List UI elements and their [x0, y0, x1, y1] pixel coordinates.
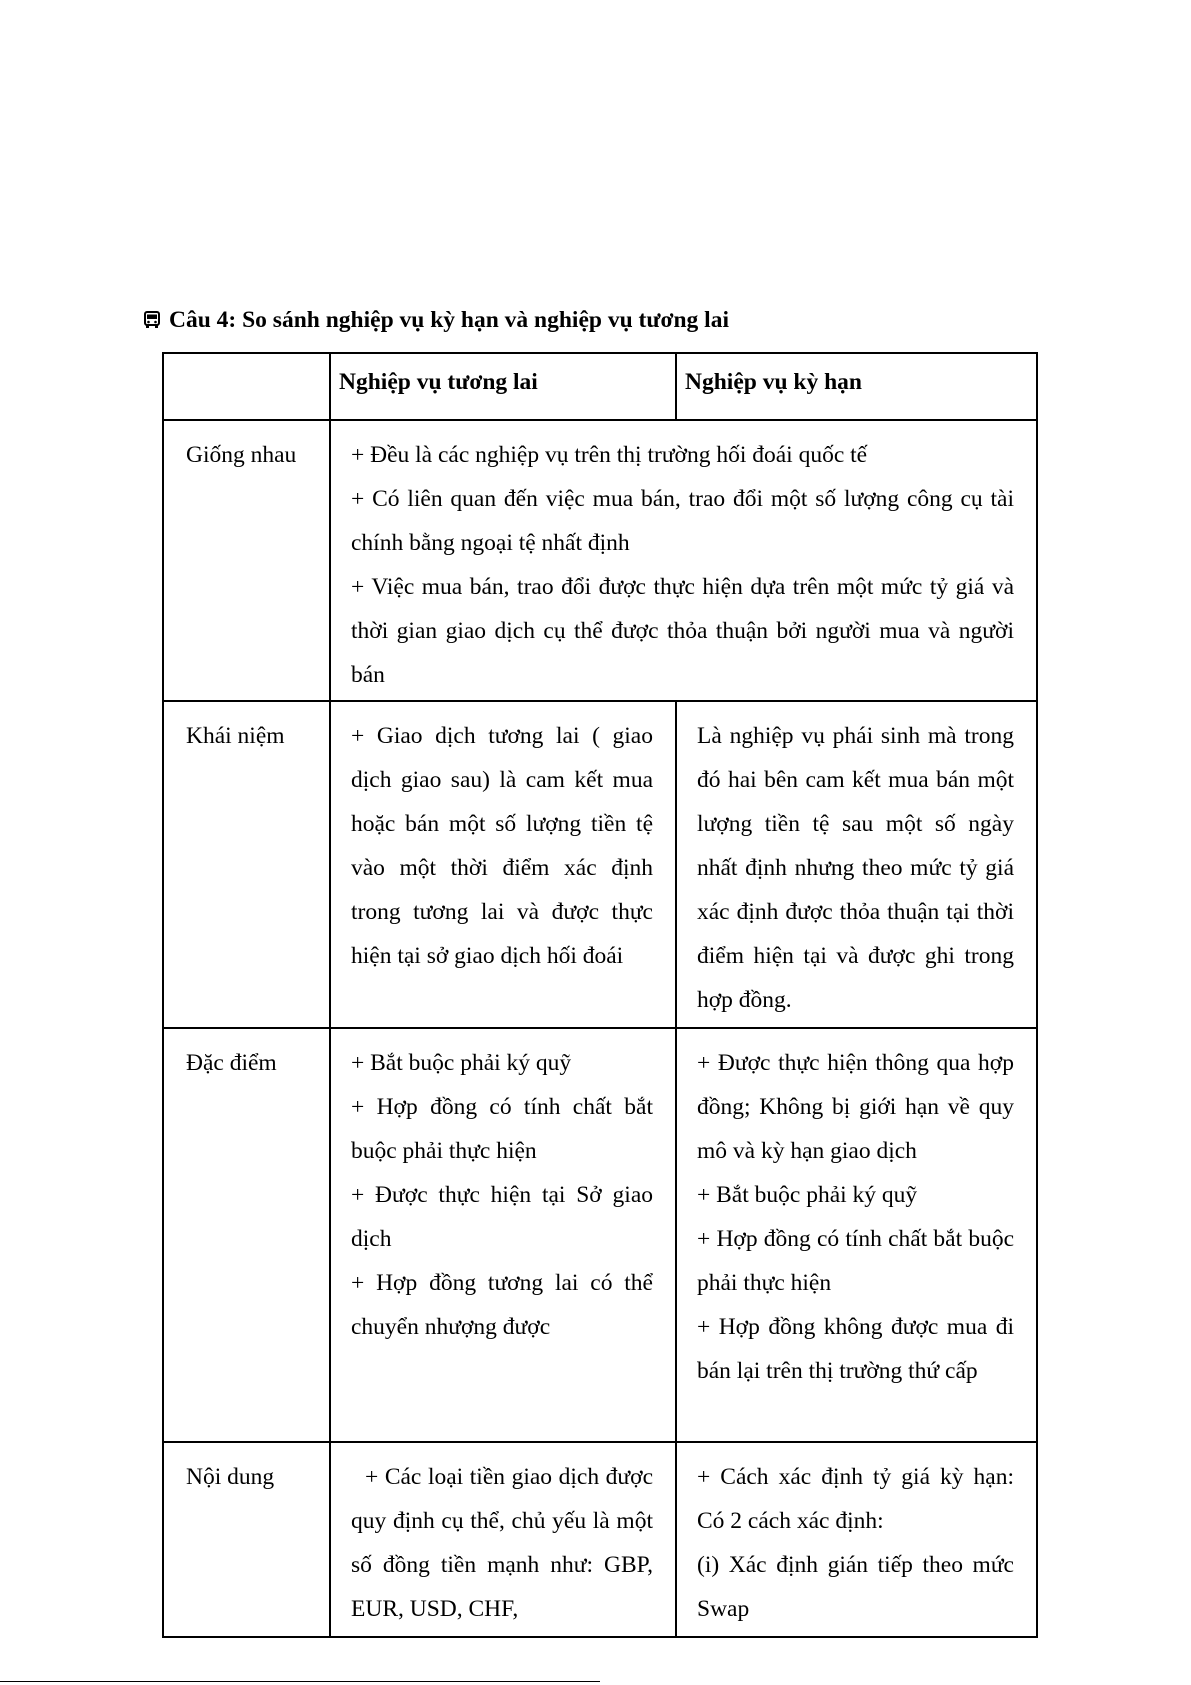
concept-futures-cell — [330, 701, 676, 1028]
features-forward-line: + Hợp đồng không được mua đi bán lại trên thị trường thứ cấp — [697, 1314, 1014, 1384]
header-blank-cell — [163, 353, 330, 420]
content-forward-cell — [676, 1442, 1037, 1637]
features-futures-line: + Bắt buộc phải ký quỹ — [351, 1050, 572, 1076]
content-label-cell — [163, 1442, 330, 1637]
features-forward-line: + Được thực hiện thông qua hợp đồng; Không bị giới hạn về quy mô và kỳ hạn giao dịch — [697, 1050, 1014, 1164]
header-forward-label: Nghiệp vụ kỳ hạn — [685, 369, 862, 395]
features-futures-line: + Hợp đồng tương lai có thể chuyển nhượng được — [351, 1270, 653, 1340]
features-forward-line: + Hợp đồng có tính chất bắt buộc phải thực hiện — [697, 1226, 1014, 1296]
similar-line: + Đều là các nghiệp vụ trên thị trường hối đoái quốc tế — [351, 442, 868, 468]
row-features — [163, 1028, 1037, 1442]
features-label: Đặc điểm — [186, 1050, 277, 1076]
content-forward-line: + Cách xác định tỷ giá kỳ hạn: Có 2 cách xác định: — [697, 1464, 1014, 1534]
content-forward-line: (i) Xác định gián tiếp theo mức Swap — [697, 1552, 1014, 1622]
header-forward — [676, 353, 1037, 420]
concept-futures-text: + Giao dịch tương lai ( giao dịch giao sau) là cam kết mua hoặc bán một số lượng tiền tệ vào một thời điểm xác định trong tương lai và được thực hiện tại sở giao dịch hối đoái — [351, 723, 653, 969]
similar-label: Giống nhau — [186, 442, 297, 468]
header-futures-label: Nghiệp vụ tương lai — [339, 369, 538, 395]
features-futures-line: + Được thực hiện tại Sở giao dịch — [351, 1182, 653, 1252]
row-content — [163, 1442, 1037, 1637]
footnote-separator — [0, 1681, 600, 1682]
similar-label-cell — [163, 420, 330, 701]
bus-icon — [143, 311, 161, 329]
features-forward-line: + Bắt buộc phải ký quỹ — [697, 1182, 918, 1208]
concept-label-cell — [163, 701, 330, 1028]
features-forward-cell — [676, 1028, 1037, 1442]
header-row — [163, 353, 1037, 420]
concept-forward-text: Là nghiệp vụ phái sinh mà trong đó hai bên cam kết mua bán một lượng tiền tệ sau một số ngày nhất định nhưng theo mức tỷ giá xác định được thỏa thuận tại thời điểm hiện tại và được ghi trong hợp đồng. — [697, 723, 1014, 1013]
features-futures-cell — [330, 1028, 676, 1442]
similar-line: + Việc mua bán, trao đổi được thực hiện dựa trên một mức tỷ giá và thời gian giao dịch cụ thể được thỏa thuận bởi người mua và người bán — [351, 574, 1014, 688]
content-futures-text: + Các loại tiền giao dịch được quy định cụ thể, chủ yếu là một số đồng tiền mạnh như: GBP, EUR, USD, CHF, — [351, 1464, 653, 1622]
features-label-cell — [163, 1028, 330, 1442]
similar-line: + Có liên quan đến việc mua bán, trao đổi một số lượng công cụ tài chính bằng ngoại tệ nhất định — [351, 486, 1014, 556]
content-futures-cell — [330, 1442, 676, 1637]
row-similarities — [163, 420, 1037, 701]
comparison-table — [162, 352, 1038, 1638]
concept-forward-cell — [676, 701, 1037, 1028]
header-futures — [330, 353, 676, 420]
features-futures-line: + Hợp đồng có tính chất bắt buộc phải thực hiện — [351, 1094, 653, 1164]
similar-body-cell — [330, 420, 1037, 701]
row-concept — [163, 701, 1037, 1028]
heading-text: Câu 4: So sánh nghiệp vụ kỳ hạn và nghiệp vụ tương lai — [169, 307, 729, 333]
section-heading — [143, 307, 729, 334]
concept-label: Khái niệm — [186, 723, 285, 749]
content-label: Nội dung — [186, 1464, 275, 1490]
